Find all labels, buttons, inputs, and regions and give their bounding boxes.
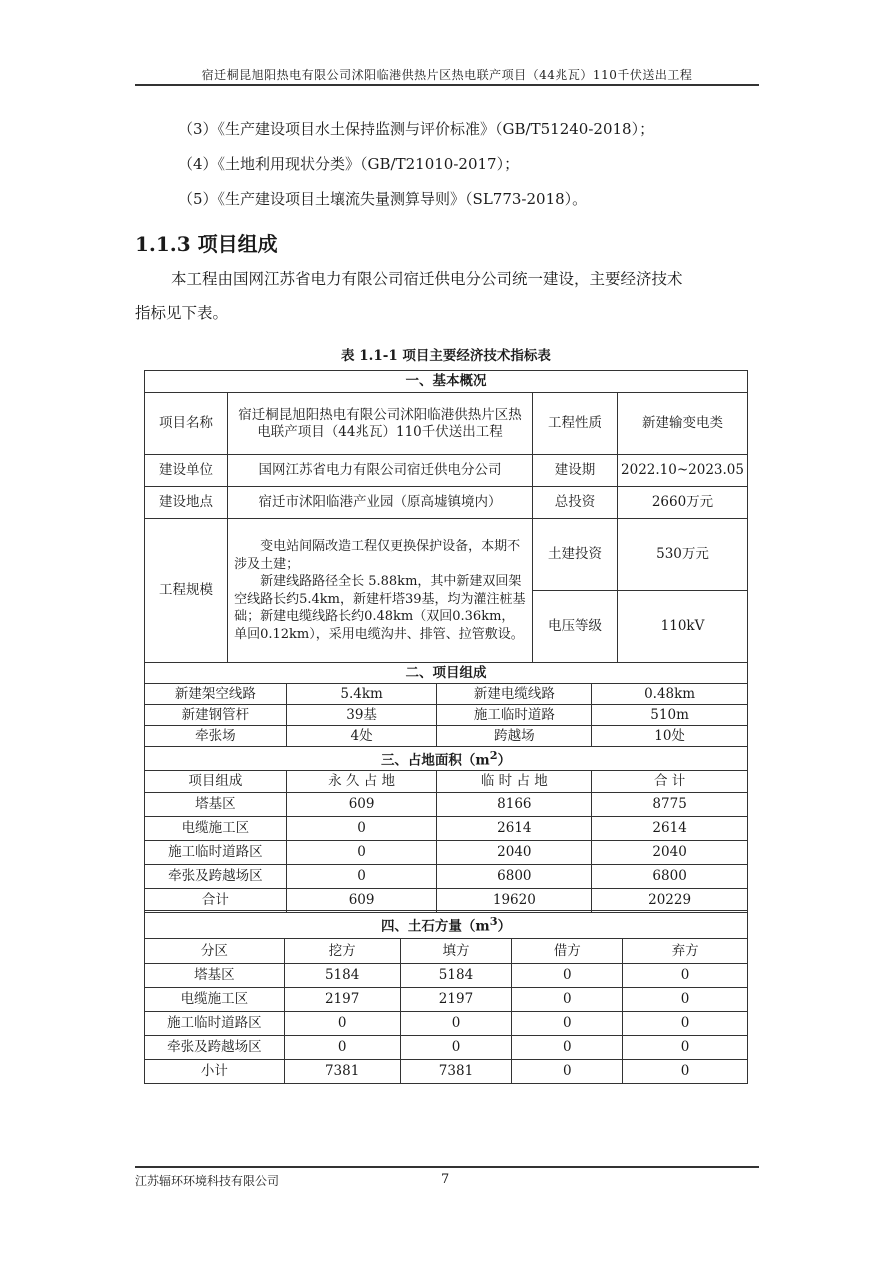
cell: 牵张及跨越场区 bbox=[145, 864, 287, 888]
cell-label: 建设单位 bbox=[145, 455, 228, 487]
cell: 0 bbox=[512, 964, 623, 988]
cell: 施工临时道路区 bbox=[145, 840, 287, 864]
cell-label: 总投资 bbox=[532, 487, 617, 519]
footer-company: 江苏辐环环境科技有限公司 bbox=[135, 1174, 280, 1188]
cell: 新建架空线路 bbox=[145, 684, 287, 705]
cell-label: 土建投资 bbox=[532, 519, 617, 591]
cell: 4处 bbox=[286, 726, 437, 747]
table-row bbox=[145, 705, 748, 726]
table-row bbox=[145, 792, 748, 816]
title-text: 四、土石方量（m bbox=[380, 918, 490, 935]
cell-label: 建设地点 bbox=[145, 487, 228, 519]
cell: 2197 bbox=[284, 988, 400, 1012]
cell-value: 530万元 bbox=[618, 519, 748, 591]
cell: 5184 bbox=[400, 964, 512, 988]
header-rule bbox=[135, 84, 759, 86]
table-basic-overview bbox=[144, 370, 748, 663]
cell: 39基 bbox=[286, 705, 437, 726]
cell: 0 bbox=[623, 1036, 748, 1060]
cell: 新建电缆线路 bbox=[437, 684, 592, 705]
title-text: ） bbox=[497, 918, 512, 935]
table-row bbox=[145, 684, 748, 705]
paragraph-line: 指标见下表。 bbox=[135, 304, 229, 322]
table-row bbox=[145, 726, 748, 747]
table-row bbox=[145, 864, 748, 888]
cell: 8166 bbox=[437, 792, 592, 816]
table-row bbox=[145, 988, 748, 1012]
table-row bbox=[145, 1036, 748, 1060]
cell: 0 bbox=[284, 1036, 400, 1060]
cell: 合计 bbox=[145, 888, 287, 912]
column-header: 永 久 占 地 bbox=[286, 770, 437, 792]
cell: 19620 bbox=[437, 888, 592, 912]
cell-value: 宿迁市沭阳临港产业园（原高墟镇境内） bbox=[228, 487, 533, 519]
cell: 2040 bbox=[592, 840, 748, 864]
table-header-row bbox=[145, 939, 748, 964]
column-header: 弃方 bbox=[623, 939, 748, 964]
page-header: 宿迁桐昆旭阳热电有限公司沭阳临港供热片区热电联产项目（44兆瓦）110千伏送出工程 bbox=[201, 68, 693, 82]
section-title: 1.1.3 项目组成 bbox=[135, 232, 278, 256]
column-header: 项目组成 bbox=[145, 770, 287, 792]
table-row bbox=[145, 888, 748, 912]
cell: 电缆施工区 bbox=[145, 816, 287, 840]
title-text: ） bbox=[497, 752, 512, 769]
scale-text: 新建线路路径全长 5.88km，其中新建双回架空线路长约5.4km，新建杆塔39基，均为灌注桩基础；新建电缆线路长约0.48km（双回0.36km，单回0.12km），采用电缆沟井、排管、拉管敷设。 bbox=[234, 574, 526, 642]
cell: 牵张场 bbox=[145, 726, 287, 747]
cell: 0 bbox=[512, 1012, 623, 1036]
table-caption: 表 1.1-1 项目主要经济技术指标表 bbox=[341, 348, 551, 364]
cell: 0 bbox=[623, 988, 748, 1012]
table-land-area bbox=[144, 746, 748, 913]
table-header-row bbox=[145, 770, 748, 792]
section-header: 二、项目组成 bbox=[145, 663, 748, 684]
paragraph bbox=[135, 262, 759, 330]
cell-label: 工程性质 bbox=[532, 393, 617, 455]
cell: 新建钢管杆 bbox=[145, 705, 287, 726]
cell: 609 bbox=[286, 792, 437, 816]
cell-value: 2660万元 bbox=[618, 487, 748, 519]
cell: 施工临时道路 bbox=[437, 705, 592, 726]
cell: 小计 bbox=[145, 1060, 285, 1084]
table-composition bbox=[144, 662, 748, 747]
reference-item: （4）《土地利用现状分类》（GB/T21010-2017）； bbox=[178, 155, 520, 173]
footer-rule bbox=[135, 1166, 759, 1168]
reference-item: （3）《生产建设项目水土保持监测与评价标准》（GB/T51240-2018）； bbox=[178, 120, 655, 138]
cell: 5.4km bbox=[286, 684, 437, 705]
column-header: 合 计 bbox=[592, 770, 748, 792]
cell-label: 项目名称 bbox=[145, 393, 228, 455]
cell: 0 bbox=[623, 1060, 748, 1084]
cell: 0 bbox=[512, 1060, 623, 1084]
cell-value: 国网江苏省电力有限公司宿迁供电分公司 bbox=[228, 455, 533, 487]
cell: 8775 bbox=[592, 792, 748, 816]
cell-value: 110kV bbox=[618, 591, 748, 663]
cell: 0 bbox=[286, 864, 437, 888]
cell: 跨越场 bbox=[437, 726, 592, 747]
cell: 0 bbox=[400, 1036, 512, 1060]
cell: 10处 bbox=[592, 726, 748, 747]
paragraph-line: 本工程由国网江苏省电力有限公司宿迁供电分公司统一建设，主要经济技术 bbox=[171, 270, 683, 288]
cell: 塔基区 bbox=[145, 964, 285, 988]
section-header bbox=[145, 911, 748, 939]
cell: 2614 bbox=[437, 816, 592, 840]
cell-value: 宿迁桐昆旭阳热电有限公司沭阳临港供热片区热电联产项目（44兆瓦）110千伏送出工程 bbox=[228, 393, 533, 455]
column-header: 填方 bbox=[400, 939, 512, 964]
cell: 20229 bbox=[592, 888, 748, 912]
cell: 0 bbox=[400, 1012, 512, 1036]
cell: 0 bbox=[512, 1036, 623, 1060]
cell: 0 bbox=[512, 988, 623, 1012]
table-row bbox=[145, 840, 748, 864]
cell: 609 bbox=[286, 888, 437, 912]
cell: 施工临时道路区 bbox=[145, 1012, 285, 1036]
title-text: 三、占地面积（m bbox=[380, 752, 490, 769]
cell: 牵张及跨越场区 bbox=[145, 1036, 285, 1060]
cell: 2197 bbox=[400, 988, 512, 1012]
cell: 6800 bbox=[592, 864, 748, 888]
cell: 6800 bbox=[437, 864, 592, 888]
cell: 0 bbox=[284, 1012, 400, 1036]
cell-value: 新建输变电类 bbox=[618, 393, 748, 455]
table-row bbox=[145, 1060, 748, 1084]
column-header: 借方 bbox=[512, 939, 623, 964]
cell: 0.48km bbox=[592, 684, 748, 705]
title-sup: 2 bbox=[489, 748, 498, 762]
cell-label: 建设期 bbox=[532, 455, 617, 487]
cell-label: 工程规模 bbox=[145, 519, 228, 663]
title-sup: 3 bbox=[489, 914, 498, 929]
cell: 5184 bbox=[284, 964, 400, 988]
scale-text: 变电站间隔改造工程仅更换保护设备，本期不涉及土建； bbox=[234, 539, 521, 572]
reference-item: （5）《生产建设项目土壤流失量测算导则》（SL773-2018）。 bbox=[178, 190, 588, 208]
cell: 7381 bbox=[400, 1060, 512, 1084]
cell: 2614 bbox=[592, 816, 748, 840]
cell: 0 bbox=[286, 840, 437, 864]
column-header: 挖方 bbox=[284, 939, 400, 964]
cell: 0 bbox=[286, 816, 437, 840]
cell-value: 2022.10~2023.05 bbox=[618, 455, 748, 487]
cell: 2040 bbox=[437, 840, 592, 864]
cell-label: 电压等级 bbox=[532, 591, 617, 663]
cell: 塔基区 bbox=[145, 792, 287, 816]
cell: 电缆施工区 bbox=[145, 988, 285, 1012]
cell: 0 bbox=[623, 964, 748, 988]
table-earthwork bbox=[144, 910, 748, 1084]
column-header: 分区 bbox=[145, 939, 285, 964]
cell: 510m bbox=[592, 705, 748, 726]
cell: 0 bbox=[623, 1012, 748, 1036]
table-row bbox=[145, 1012, 748, 1036]
section-header: 一、基本概况 bbox=[145, 371, 748, 393]
table-row bbox=[145, 964, 748, 988]
cell-scale bbox=[228, 519, 533, 663]
table-row bbox=[145, 816, 748, 840]
section-header bbox=[145, 747, 748, 771]
page-number: 7 bbox=[441, 1172, 450, 1187]
column-header: 临 时 占 地 bbox=[437, 770, 592, 792]
cell: 7381 bbox=[284, 1060, 400, 1084]
